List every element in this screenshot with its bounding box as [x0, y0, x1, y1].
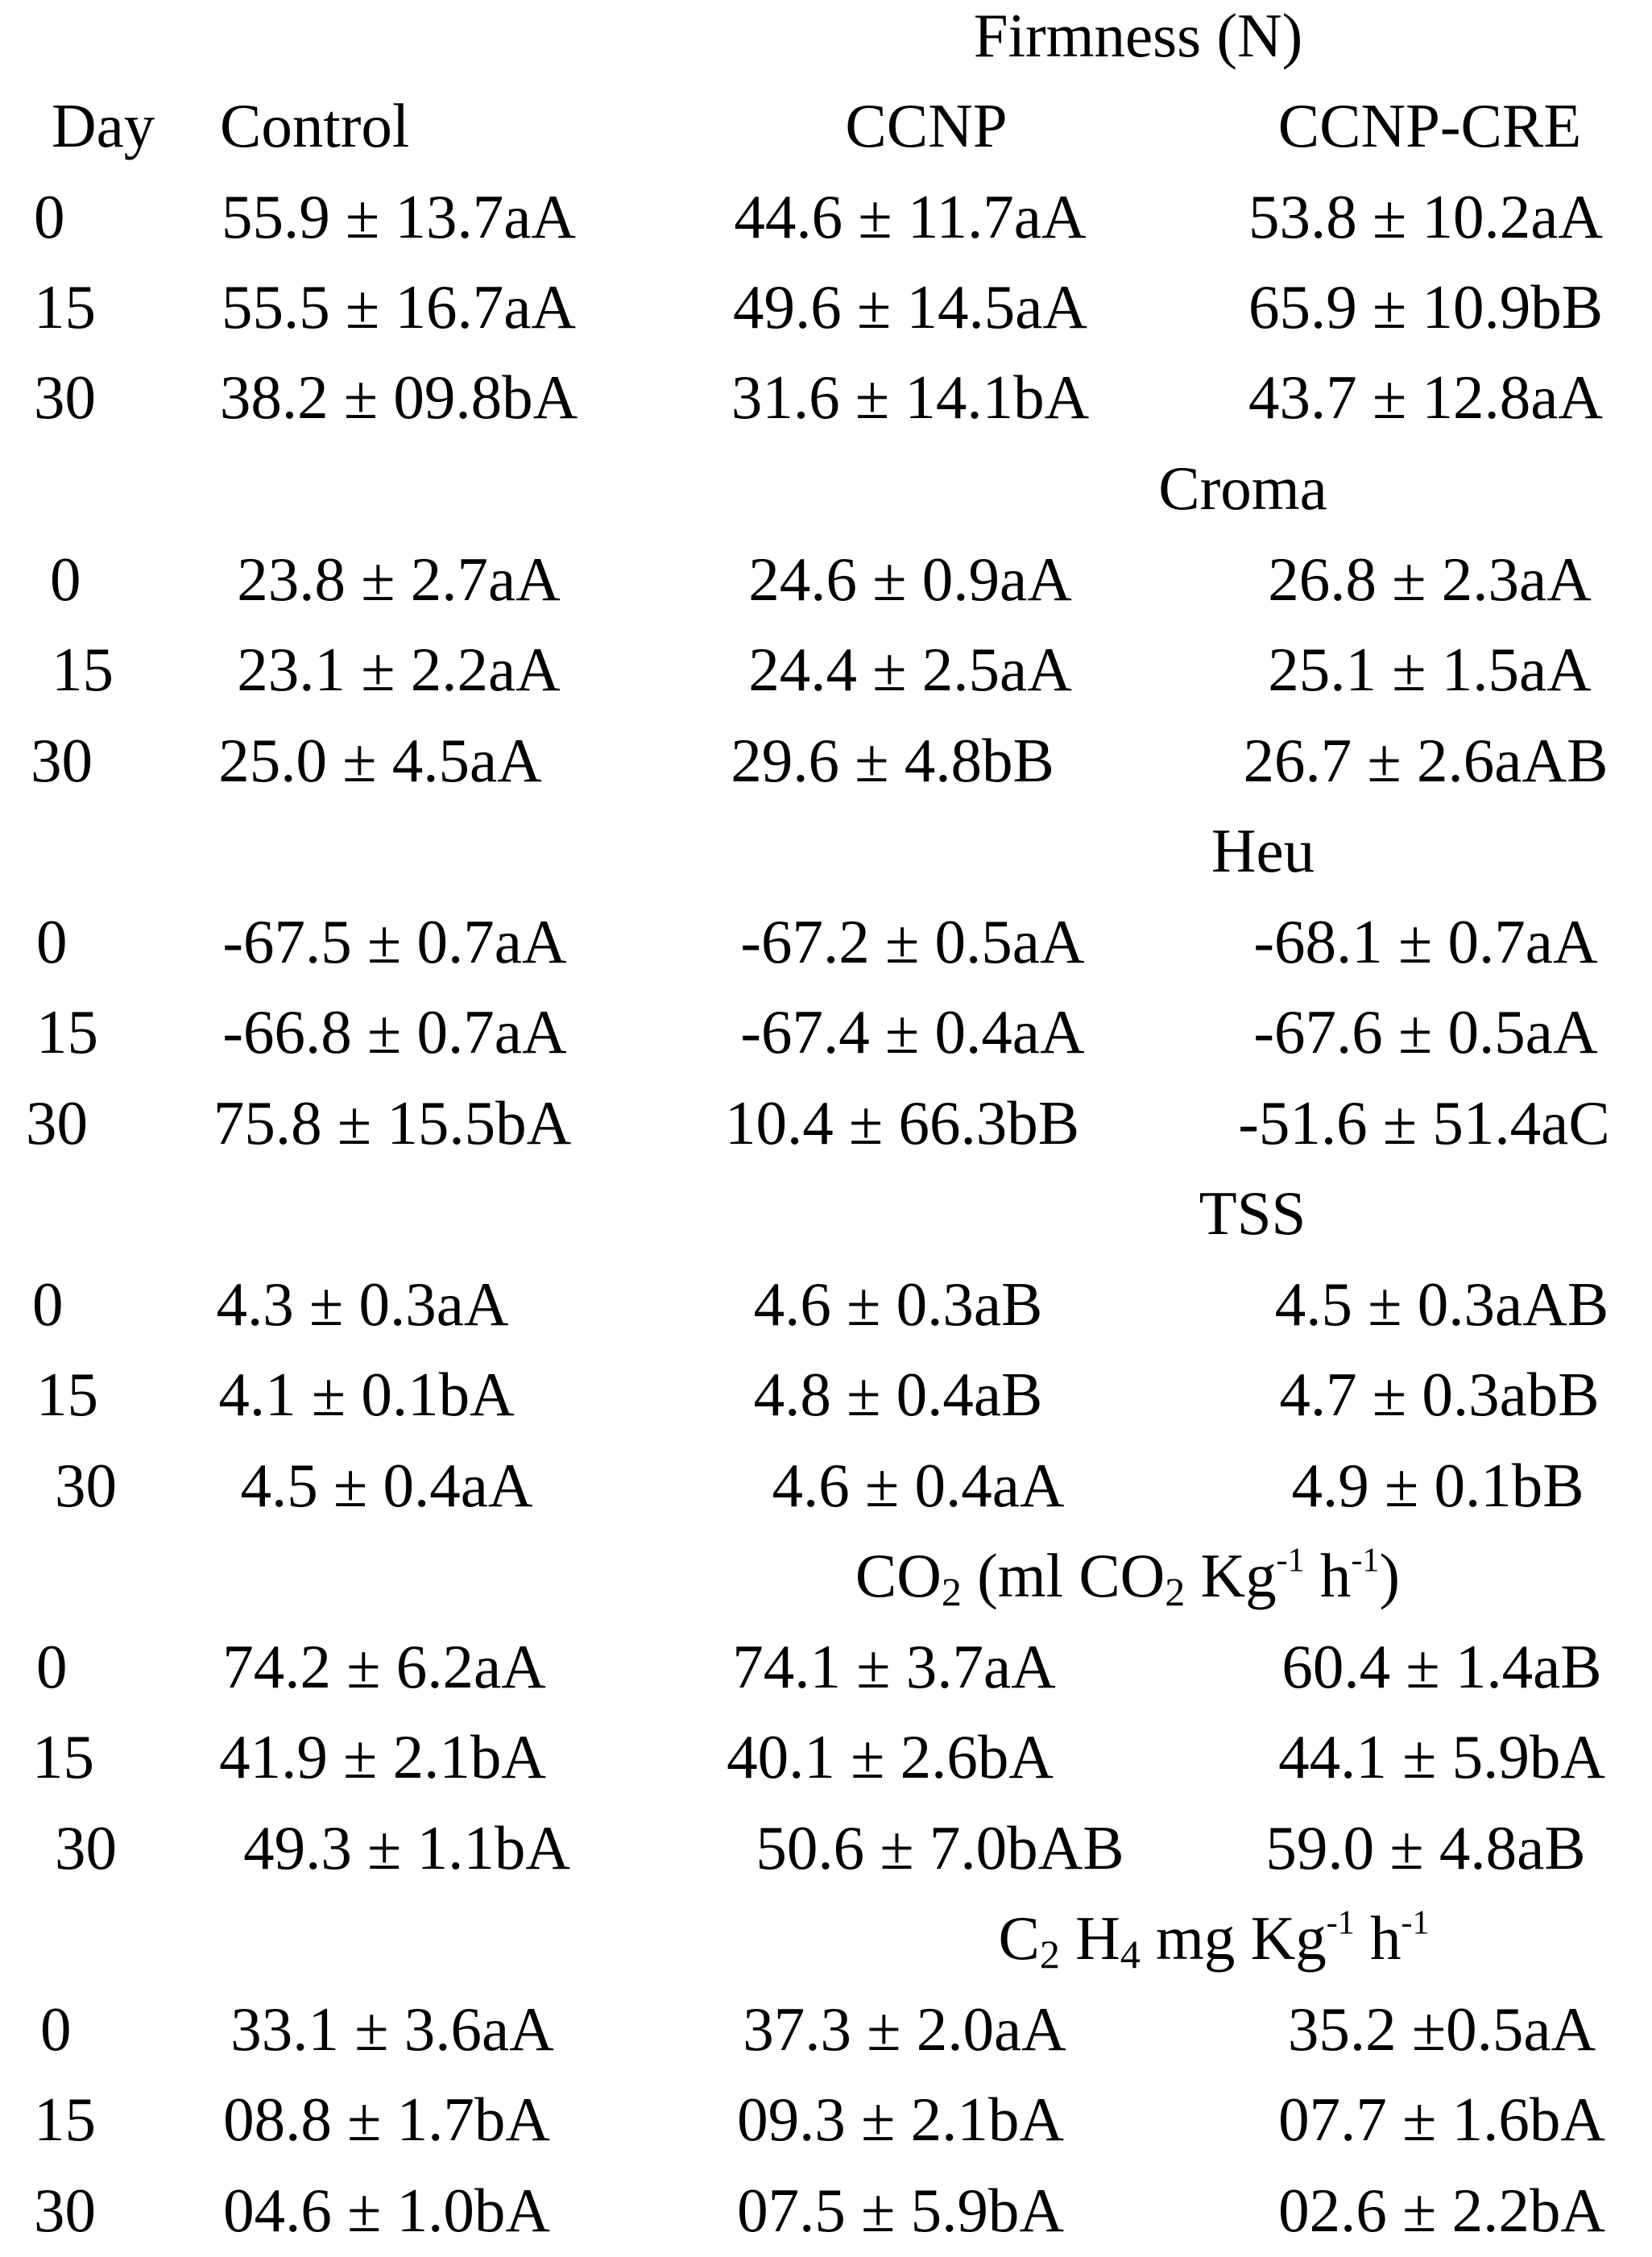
ccnp-cre-cell: 07.7 ± 1.6bA — [1278, 2085, 1605, 2154]
ccnp-cre-cell: 43.7 ± 12.8aA — [1248, 362, 1604, 432]
control-cell: 25.0 ± 4.5aA — [218, 726, 542, 795]
control-cell: -67.5 ± 0.7aA — [222, 907, 567, 976]
day-cell: 30 — [26, 1088, 88, 1157]
control-cell: 23.8 ± 2.7aA — [237, 545, 561, 614]
control-cell: 4.1 ± 0.1bA — [218, 1360, 515, 1429]
control-cell: 49.3 ± 1.1bA — [243, 1813, 570, 1882]
control-cell: -66.8 ± 0.7aA — [222, 997, 567, 1066]
day-cell: 0 — [36, 907, 68, 976]
day-cell: 0 — [32, 1269, 64, 1339]
ccnp-cre-cell: -67.6 ± 0.5aA — [1253, 997, 1598, 1066]
control-cell: 4.3 ± 0.3aA — [216, 1269, 509, 1339]
ccnp-cre-cell: 26.8 ± 2.3aA — [1268, 545, 1592, 614]
ccnp-cre-cell: -68.1 ± 0.7aA — [1253, 907, 1598, 976]
ccnp-cell: 74.1 ± 3.7aA — [732, 1632, 1056, 1701]
ccnp-cre-cell: 53.8 ± 10.2aA — [1248, 182, 1604, 251]
ccnp-cell: -67.2 ± 0.5aA — [740, 907, 1085, 976]
ccnp-cre-cell: 59.0 ± 4.8aB — [1265, 1813, 1586, 1882]
ccnp-cre-cell: -51.6 ± 51.4aC — [1238, 1088, 1610, 1157]
ccnp-cell: 31.6 ± 14.1bA — [731, 362, 1090, 432]
ccnp-cell: 37.3 ± 2.0aA — [743, 1994, 1066, 2064]
ccnp-cell: 4.6 ± 0.4aA — [772, 1451, 1065, 1520]
day-cell: 0 — [34, 182, 65, 251]
control-cell: 23.1 ± 2.2aA — [237, 635, 561, 704]
ccnp-cre-cell: 44.1 ± 5.9bA — [1278, 1722, 1605, 1791]
day-cell: 15 — [34, 272, 96, 342]
ccnp-cre-cell: 60.4 ± 1.4aB — [1281, 1632, 1602, 1701]
ccnp-cell: 24.4 ± 2.5aA — [748, 635, 1072, 704]
control-cell: 74.2 ± 6.2aA — [222, 1632, 546, 1701]
day-cell: 30 — [34, 362, 96, 432]
ccnp-cell: 40.1 ± 2.6bA — [727, 1722, 1054, 1791]
day-cell: 30 — [55, 1451, 117, 1520]
section-title-co2: $CO_2$ (ml $CO_2$ $Kg^{-1}$ $h^{-1}$) — [855, 1541, 1401, 1614]
control-cell: 75.8 ± 15.5bA — [213, 1088, 572, 1157]
ccnp-cell: 44.6 ± 11.7aA — [734, 182, 1087, 251]
section-title-croma: Croma — [1158, 453, 1327, 523]
ccnp-cell: 10.4 ± 66.3bB — [724, 1088, 1080, 1157]
control-cell: 4.5 ± 0.4aA — [240, 1451, 533, 1520]
ccnp-cre-cell: 4.9 ± 0.1bB — [1291, 1451, 1584, 1520]
column-header-day: Day — [52, 91, 155, 160]
day-cell: 0 — [36, 1632, 68, 1701]
day-cell: 30 — [34, 2176, 96, 2245]
column-header-ccnp: CCNP — [845, 91, 1008, 160]
section-title-heu: Heu — [1211, 816, 1315, 885]
day-cell: 15 — [34, 2085, 96, 2154]
ccnp-cell: 29.6 ± 4.8bB — [731, 726, 1054, 795]
day-cell: 0 — [40, 1994, 72, 2064]
day-cell: 15 — [36, 997, 98, 1066]
ccnp-cell: 07.5 ± 5.9bA — [737, 2176, 1064, 2245]
section-title-c2h4: $C_2$ $H_4$ mg $Kg^{-1}$ $h^{-1}$ — [998, 1903, 1430, 1977]
day-cell: 15 — [36, 1360, 98, 1429]
day-cell: 30 — [55, 1813, 117, 1882]
control-cell: 41.9 ± 2.1bA — [219, 1722, 546, 1791]
ccnp-cre-cell: 65.9 ± 10.9bB — [1248, 272, 1604, 342]
ccnp-cre-cell: 26.7 ± 2.6aAB — [1243, 726, 1609, 795]
ccnp-cell: 4.6 ± 0.3aB — [753, 1269, 1043, 1339]
control-cell: 55.5 ± 16.7aA — [221, 272, 577, 342]
control-cell: 08.8 ± 1.7bA — [223, 2085, 550, 2154]
column-header-ccnp-cre: CCNP-CRE — [1277, 91, 1582, 160]
control-cell: 55.9 ± 13.7aA — [221, 182, 577, 251]
ccnp-cre-cell: 25.1 ± 1.5aA — [1268, 635, 1592, 704]
control-cell: 38.2 ± 09.8bA — [219, 362, 578, 432]
ccnp-cell: 24.6 ± 0.9aA — [748, 545, 1072, 614]
section-title-tss: TSS — [1199, 1178, 1306, 1248]
day-cell: 0 — [50, 545, 81, 614]
column-header-control: Control — [220, 91, 410, 160]
ccnp-cell: -67.4 ± 0.4aA — [740, 997, 1085, 1066]
ccnp-cell: 49.6 ± 14.5aA — [732, 272, 1088, 342]
ccnp-cell: 4.8 ± 0.4aB — [753, 1360, 1043, 1429]
table-title: Firmness (N) — [973, 1, 1303, 70]
ccnp-cell: 50.6 ± 7.0bAB — [756, 1813, 1124, 1882]
ccnp-cre-cell: 4.5 ± 0.3aAB — [1274, 1269, 1609, 1339]
ccnp-cre-cell: 35.2 ±0.5aA — [1287, 1994, 1596, 2064]
ccnp-cre-cell: 4.7 ± 0.3abB — [1279, 1360, 1600, 1429]
day-cell: 30 — [31, 726, 93, 795]
control-cell: 33.1 ± 3.6aA — [230, 1994, 554, 2064]
ccnp-cre-cell: 02.6 ± 2.2bA — [1278, 2176, 1605, 2245]
ccnp-cell: 09.3 ± 2.1bA — [737, 2085, 1064, 2154]
control-cell: 04.6 ± 1.0bA — [223, 2176, 550, 2245]
day-cell: 15 — [32, 1722, 94, 1791]
day-cell: 15 — [52, 635, 114, 704]
